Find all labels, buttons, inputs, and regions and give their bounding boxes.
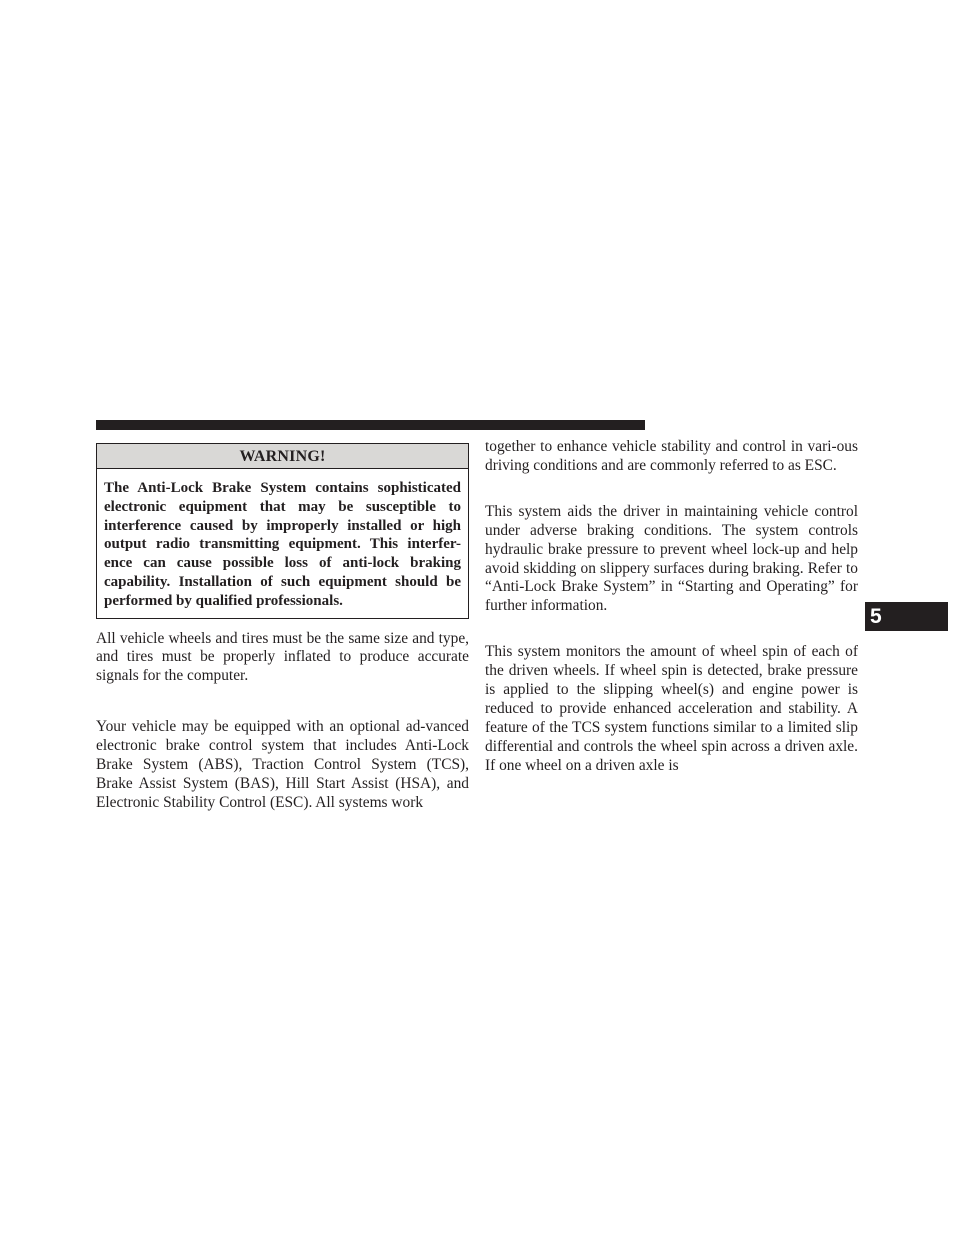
warning-body: The Anti-Lock Brake System contains sophisticated electronic equipment that may be susceptible to interference caused by improperly installed or high output radio transmitting equipment. This interfer-ence can cause possible loss of anti-lock braking capability. Installation of such equipment should be performed by qualified professionals. xyxy=(104,480,461,609)
right-column xyxy=(485,438,858,776)
paragraph-esc-continuation: together to enhance vehicle stability and control in vari-ous driving conditions and are commonly referred to as ESC. xyxy=(485,438,858,474)
paragraph-brake-control-system: Your vehicle may be equipped with an optional ad-vanced electronic brake control system that includes Anti-Lock Brake System (ABS), Traction Control System (TCS), Brake Assist System (BAS), Hill Start Assist (HSA), and Electronic Stability Control (ESC). All systems work xyxy=(96,718,469,811)
left-column xyxy=(96,443,469,813)
paragraph-abs-description: This system aids the driver in maintaining vehicle control under adverse braking conditions. The system controls hydraulic brake pressure to prevent wheel lock-up and help avoid skidding on slippery surfaces during braking. Refer to “Anti-Lock Brake System” in “Starting and Operating” for further information. xyxy=(485,502,858,615)
warning-box xyxy=(96,443,469,619)
section-top-rule xyxy=(96,420,645,430)
chapter-tab: 5 xyxy=(865,602,948,631)
paragraph-wheels-tires: All vehicle wheels and tires must be the same size and type, and tires must be properly inflated to produce accurate signals for the computer. xyxy=(96,629,469,685)
paragraph-tcs-description: This system monitors the amount of wheel spin of each of the driven wheels. If wheel spin is detected, brake pressure is applied to the slipping wheel(s) and engine power is reduced to provide enhanced acceleration and stability. A feature of the TCS system functions similar to a limited slip differential and controls the wheel spin across a driven axle. If one wheel on a driven axle is xyxy=(485,643,858,774)
warning-title: WARNING! xyxy=(97,444,468,469)
